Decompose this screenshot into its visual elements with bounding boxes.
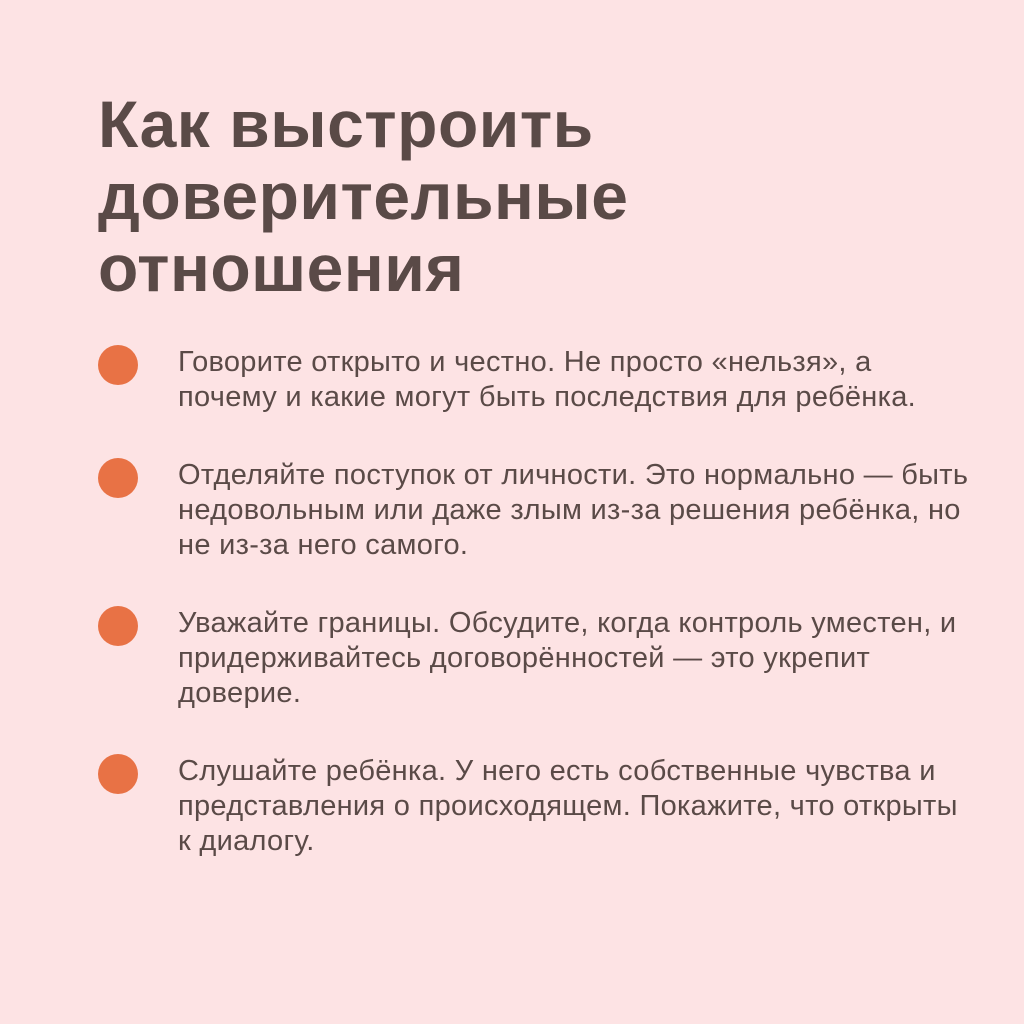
list-item <box>96 606 976 711</box>
bullet-dot-icon <box>98 606 138 646</box>
title-line: Как выстроить <box>98 87 594 161</box>
title-line: отношения <box>98 231 465 305</box>
list-item-text: Говорите открыто и честно. Не просто «нельзя», а почему и какие могут быть последствия для ребёнка. <box>178 346 917 413</box>
list-item-text: Отделяйте поступок от личности. Это нормально — быть недовольным или даже злым из-за решения ребёнка, но не из-за него самого. <box>178 459 969 561</box>
list-item-text: Слушайте ребёнка. У него есть собственные чувства и представления о происходящем. Покажите, что открыты к диалогу. <box>178 755 958 857</box>
tips-list <box>96 345 976 902</box>
list-item <box>96 754 976 859</box>
bullet-dot-icon <box>98 345 138 385</box>
list-item <box>96 458 976 563</box>
bullet-dot-icon <box>98 754 138 794</box>
list-item <box>96 345 976 415</box>
bullet-dot-icon <box>98 458 138 498</box>
page-title <box>98 88 918 304</box>
title-line: доверительные <box>98 159 629 233</box>
list-item-text: Уважайте границы. Обсудите, когда контроль уместен, и придерживайтесь договорённостей — это укрепит доверие. <box>178 607 957 709</box>
